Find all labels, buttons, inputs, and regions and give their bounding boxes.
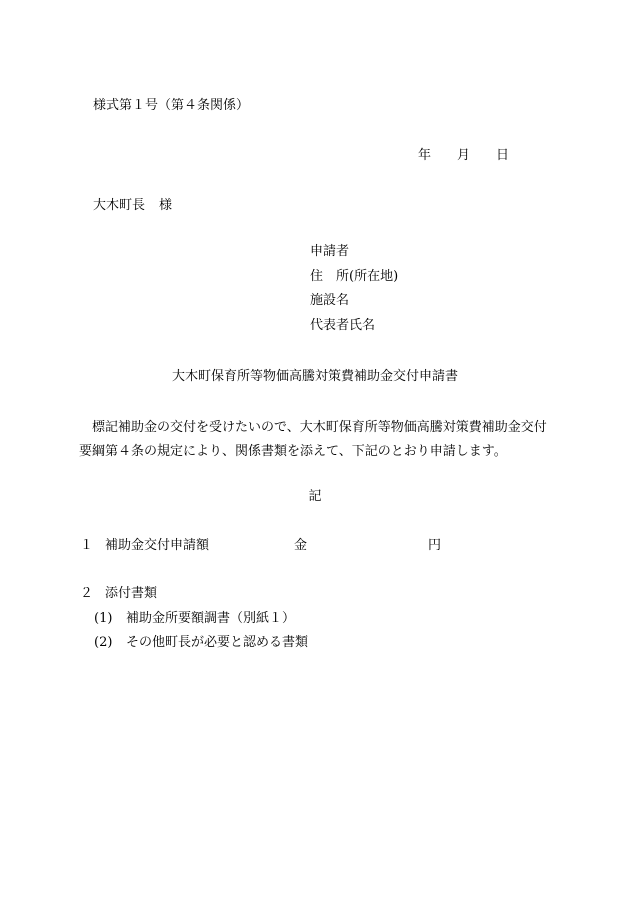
amount-prefix: 金 bbox=[294, 538, 308, 553]
applicant-heading: 申請者 bbox=[310, 244, 350, 259]
applicant-facility-label: 施設名 bbox=[310, 293, 350, 308]
recipient-honorific: 様 bbox=[159, 198, 173, 213]
date-year-label: 年 bbox=[418, 148, 432, 163]
applicant-representative-label: 代表者氏名 bbox=[310, 317, 376, 333]
form-number: 様式第１号（第４条関係） bbox=[93, 98, 250, 113]
item-label: 補助金交付申請額 bbox=[105, 538, 210, 553]
applicant-address-label: 住 所(所在地) bbox=[310, 268, 399, 284]
item-attachments bbox=[80, 587, 157, 600]
attachment-subitem bbox=[94, 636, 308, 649]
date-day-label: 日 bbox=[496, 148, 510, 163]
recipient bbox=[93, 199, 172, 212]
recipient-name: 大木町長 bbox=[93, 198, 146, 213]
item-number: ２ bbox=[80, 586, 94, 601]
ki-heading: 記 bbox=[308, 489, 322, 504]
date-line bbox=[418, 149, 509, 162]
item-number: １ bbox=[80, 538, 94, 553]
body-paragraph: 標記補助金の交付を受けたいので、大木町保育所等物価高騰対策費補助金交付要綱第４条の規定により、関係書類を添えて、下記のとおり申請します。 bbox=[79, 420, 547, 459]
applicant-block bbox=[310, 245, 398, 343]
item-label: 添付書類 bbox=[105, 586, 158, 601]
subitem-text: その他町長が必要と認める書類 bbox=[126, 635, 309, 650]
item-application-amount bbox=[80, 538, 442, 553]
amount-suffix: 円 bbox=[428, 538, 442, 553]
document-title: 大木町保育所等物価高騰対策費補助金交付申請書 bbox=[171, 369, 458, 384]
subitem-text: 補助金所要額調書（別紙１） bbox=[126, 611, 296, 626]
date-month-label: 月 bbox=[457, 148, 471, 163]
subitem-number: (2) bbox=[94, 635, 113, 650]
subitem-number: (1) bbox=[94, 611, 113, 626]
attachment-subitem bbox=[94, 612, 295, 625]
